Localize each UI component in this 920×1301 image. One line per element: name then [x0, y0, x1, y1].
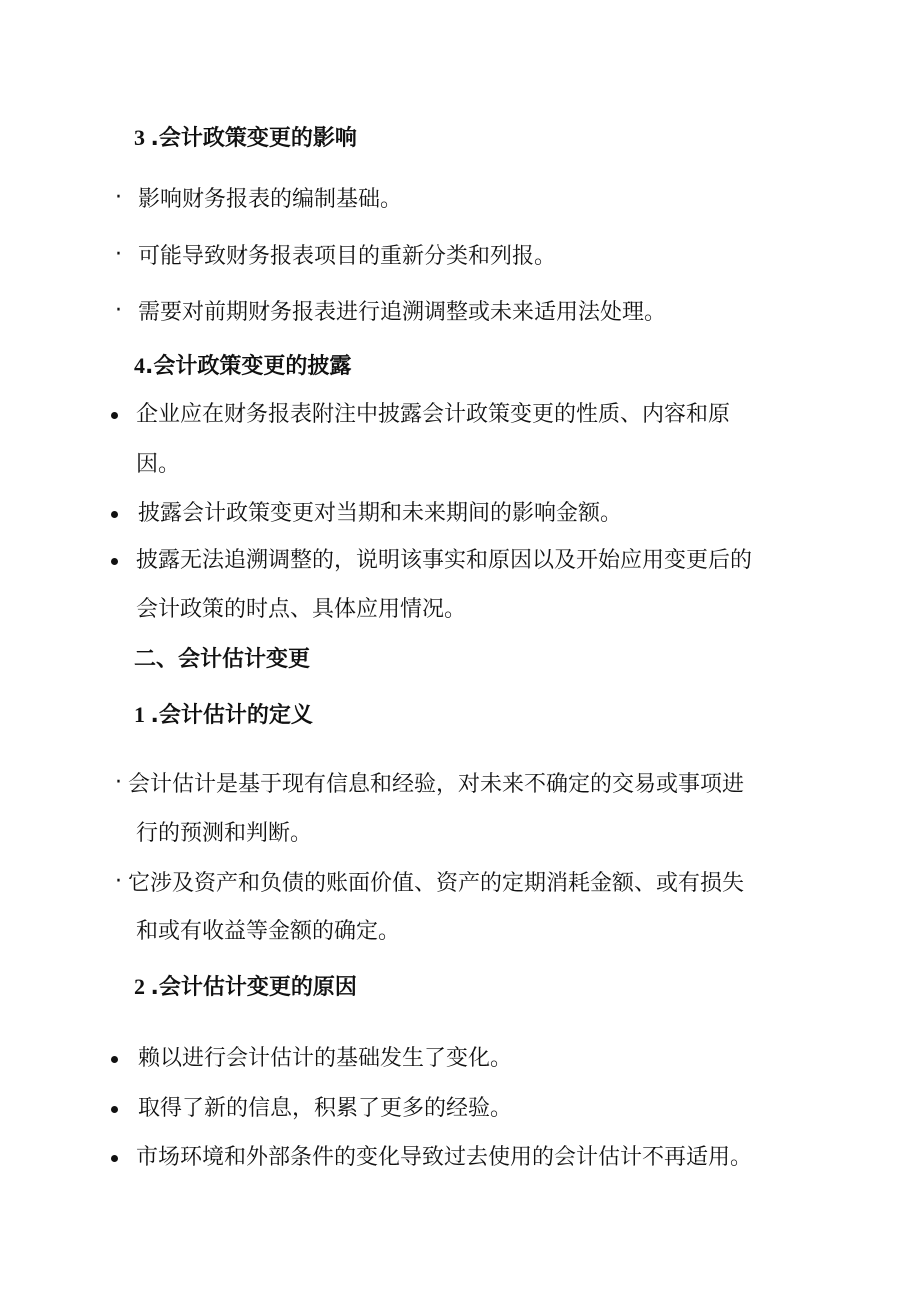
- list-item: 它涉及资产和负债的账面价值、资产的定期消耗金额、或有损失: [128, 871, 745, 896]
- section-heading: [134, 973, 357, 1002]
- list-item: 企业应在财务报表附注中披露会计政策变更的性质、内容和原: [136, 402, 731, 427]
- small-bullet-icon: ·: [115, 869, 122, 894]
- small-bullet-icon: ·: [115, 242, 122, 267]
- section-heading: [134, 124, 357, 153]
- heading-text: .会计估计的定义: [150, 703, 313, 728]
- list-item: 披露会计政策变更对当期和未来期间的影响金额。: [138, 501, 623, 526]
- bullet-icon: [111, 511, 118, 518]
- list-item: 影响财务报表的编制基础。: [138, 187, 403, 212]
- bullet-icon: [111, 1155, 118, 1162]
- bullet-icon: [111, 1106, 118, 1113]
- list-item-continuation: 和或有收益等金额的确定。: [136, 919, 401, 944]
- heading-text: .会计政策变更的影响: [150, 126, 357, 151]
- list-item: 会计估计是基于现有信息和经验，对未来不确定的交易或事项进: [128, 772, 745, 797]
- heading-text: .会计政策变更的披露: [145, 354, 352, 379]
- small-bullet-icon: ·: [115, 770, 122, 795]
- list-item-continuation: 因。: [136, 452, 181, 477]
- list-item: 可能导致财务报表项目的重新分类和列报。: [138, 244, 557, 269]
- heading-text: .会计估计变更的原因: [150, 975, 357, 1000]
- list-item: 需要对前期财务报表进行追溯调整或未来适用法处理。: [138, 300, 667, 325]
- small-bullet-icon: ·: [115, 298, 122, 323]
- section-heading: [134, 352, 351, 381]
- list-item: 披露无法追溯调整的，说明该事实和原因以及开始应用变更后的: [136, 548, 753, 573]
- heading-number: 3: [134, 125, 151, 150]
- small-bullet-icon: ·: [115, 185, 122, 210]
- list-item-continuation: 行的预测和判断。: [136, 821, 313, 846]
- heading-number: 2: [134, 974, 151, 999]
- bullet-icon: [111, 558, 118, 565]
- list-item-continuation: 会计政策的时点、具体应用情况。: [136, 597, 467, 622]
- heading-text: 二、会计估计变更: [134, 647, 311, 672]
- section-heading: [134, 701, 313, 730]
- list-item: 取得了新的信息，积累了更多的经验。: [138, 1096, 513, 1121]
- bullet-icon: [111, 412, 118, 419]
- heading-number: 1: [134, 702, 151, 727]
- list-item: 市场环境和外部条件的变化导致过去使用的会计估计不再适用。: [136, 1145, 753, 1170]
- list-item: 赖以进行会计估计的基础发生了变化。: [138, 1046, 513, 1071]
- chapter-heading: [134, 646, 310, 674]
- heading-number: 4: [134, 353, 145, 378]
- bullet-icon: [111, 1056, 118, 1063]
